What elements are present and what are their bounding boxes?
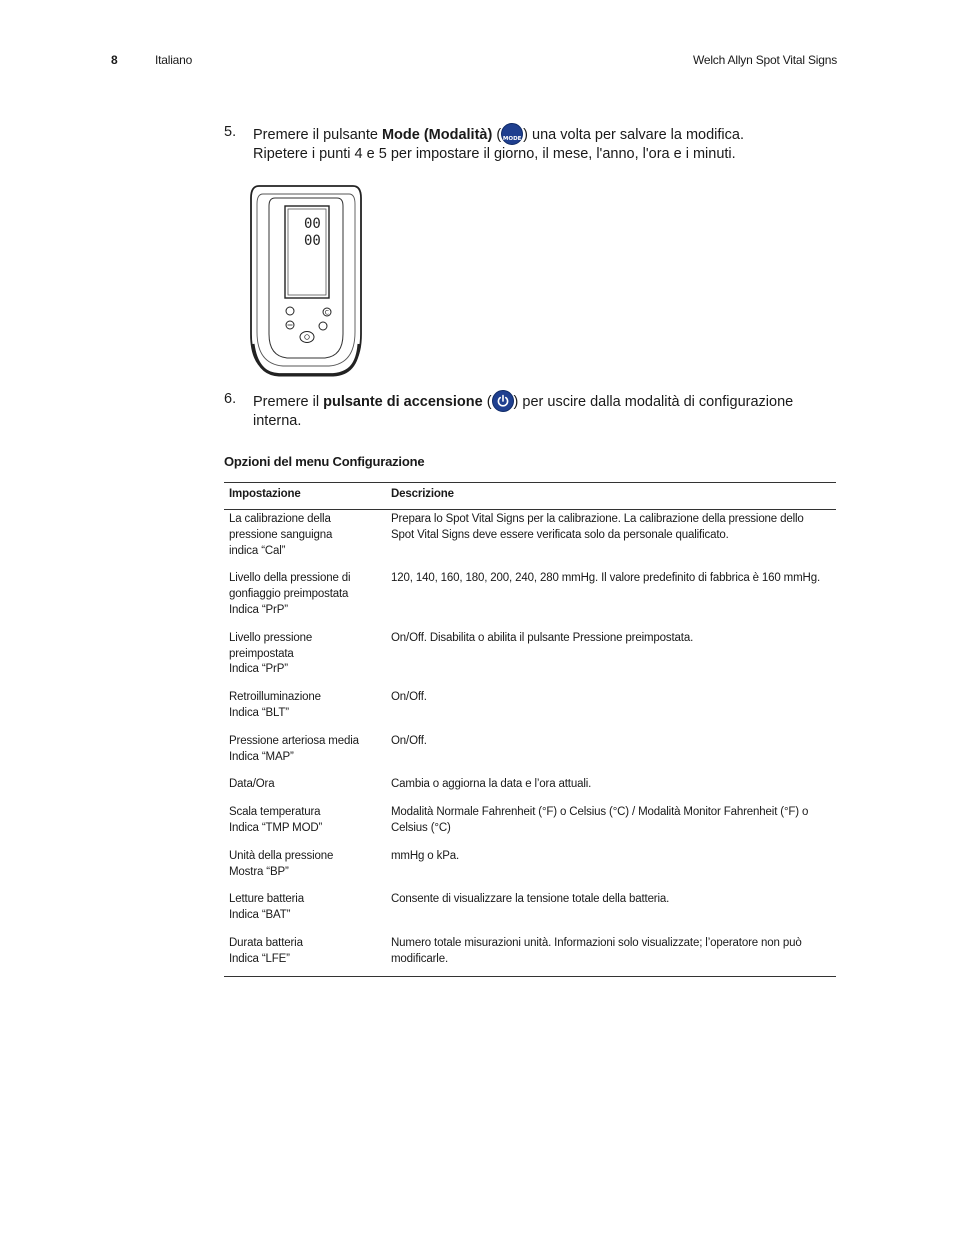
description-cell	[386, 803, 836, 847]
table-body	[224, 510, 836, 977]
setting-line: Indica “PrP”	[229, 603, 288, 616]
setting-cell	[224, 890, 386, 934]
setting-cell	[224, 775, 386, 803]
column-header-description: Descrizione	[386, 483, 836, 510]
table-row	[224, 847, 836, 891]
setting-line: Pressione arteriosa media	[229, 734, 359, 747]
setting-line: gonfiaggio preimpostata	[229, 588, 349, 601]
column-header-setting: Impostazione	[224, 483, 386, 510]
setting-line: Durata batteria	[229, 936, 303, 949]
table-row	[224, 629, 836, 688]
setting-line: Letture batteria	[229, 893, 304, 906]
table-row	[224, 890, 836, 934]
header-document-title: Welch Allyn Spot Vital Signs	[692, 53, 837, 67]
description-cell	[386, 569, 836, 628]
table-row	[224, 934, 836, 976]
setting-line: Mostra “BP”	[229, 865, 289, 878]
table-row	[224, 510, 836, 570]
display-row-2: 00	[304, 233, 321, 249]
setting-line: Indica “PrP”	[229, 663, 288, 676]
device-mode-button-icon	[319, 322, 327, 330]
step-number: 6.	[224, 391, 237, 407]
device-button-icon	[286, 307, 294, 315]
description-line: Cambia o aggiorna la data e l’ora attuali.	[391, 778, 592, 791]
description-line: On/Off. Disabilita o abilita il pulsante Pressione preimpostata.	[391, 631, 694, 644]
setting-cell	[224, 803, 386, 847]
step-text: Premere il pulsante di accensione ( ) per uscire dalla modalità di configurazione interna.	[253, 390, 844, 431]
setting-cell	[224, 688, 386, 732]
section-title: Opzioni del menu Configurazione	[224, 454, 425, 469]
setting-line: Indica “MAP”	[229, 750, 294, 763]
description-line: On/Off.	[391, 691, 427, 704]
description-cell	[386, 847, 836, 891]
description-line: Celsius (°C)	[391, 821, 451, 834]
description-line: 120, 140, 160, 180, 200, 240, 280 mmHg. Il valore predefinito di fabbrica è 160 mmHg.	[391, 572, 820, 585]
table-row	[224, 775, 836, 803]
display-row-1: 00	[304, 216, 321, 232]
mode-button-icon: MODE	[501, 123, 523, 145]
mode-button-label: Mode (Modalità)	[381, 127, 493, 143]
table-row	[224, 688, 836, 732]
description-cell	[386, 775, 836, 803]
setting-cell	[224, 934, 386, 976]
description-cell	[386, 732, 836, 776]
description-line: Prepara lo Spot Vital Signs per la calibrazione. La calibrazione della pressione dello	[391, 513, 804, 525]
power-button-label: pulsante di accensione	[323, 394, 483, 410]
setting-cell	[224, 569, 386, 628]
description-line: mmHg o kPa.	[391, 849, 460, 862]
device-illustration	[249, 184, 363, 383]
setting-line: Indica “LFE”	[229, 952, 290, 965]
setting-line: pressione sanguigna	[229, 528, 333, 541]
description-cell	[386, 934, 836, 976]
setting-cell	[224, 732, 386, 776]
setting-line: La calibrazione della	[229, 513, 331, 525]
config-options-table	[224, 482, 836, 977]
table-header-row	[224, 483, 836, 510]
setting-line: Livello pressione	[229, 631, 313, 644]
setting-line: Retroilluminazione	[229, 691, 321, 704]
power-button-icon	[492, 390, 514, 412]
step-text: Premere il pulsante Mode (Modalità) ( MODE ) una volta per salvare la modifica. Ripetere i punti 4 e 5 per impostare il giorno, il mese, l'anno, l'ora e i minuti.	[253, 123, 844, 164]
description-line: Numero totale misurazioni unità. Informazioni solo visualizzate; l’operatore non può	[391, 936, 802, 949]
step-number: 5.	[224, 124, 237, 140]
setting-line: Data/Ora	[229, 778, 275, 791]
table-row	[224, 569, 836, 628]
setting-line: Unità della pressione	[229, 849, 334, 862]
svg-text:C: C	[324, 309, 330, 317]
header-language: Italiano	[155, 53, 193, 67]
setting-line: Livello della pressione di	[229, 572, 351, 585]
description-cell	[386, 688, 836, 732]
setting-cell	[224, 510, 386, 570]
table-row	[224, 803, 836, 847]
table-row	[224, 732, 836, 776]
setting-line: preimpostata	[229, 647, 294, 660]
description-cell	[386, 890, 836, 934]
page-number: 8	[111, 53, 118, 67]
description-line: modificarle.	[391, 952, 448, 965]
setting-line: indica “Cal”	[229, 544, 286, 557]
setting-line: Indica “BLT”	[229, 706, 289, 719]
setting-line: Indica “TMP MOD”	[229, 821, 323, 834]
description-line: Modalità Normale Fahrenheit (°F) o Celsius (°C) / Modalità Monitor Fahrenheit (°F) o	[391, 806, 809, 819]
device-power-button-icon	[300, 332, 314, 343]
description-cell	[386, 629, 836, 688]
step-5	[224, 123, 844, 164]
setting-cell	[224, 629, 386, 688]
description-cell	[386, 510, 836, 570]
setting-cell	[224, 847, 386, 891]
setting-line: Scala temperatura	[229, 806, 321, 819]
setting-line: Indica “BAT”	[229, 909, 291, 922]
description-line: Spot Vital Signs deve essere verificata solo da personale qualificato.	[391, 528, 729, 541]
description-line: On/Off.	[391, 734, 427, 747]
step-6	[224, 390, 844, 431]
description-line: Consente di visualizzare la tensione totale della batteria.	[391, 893, 670, 906]
